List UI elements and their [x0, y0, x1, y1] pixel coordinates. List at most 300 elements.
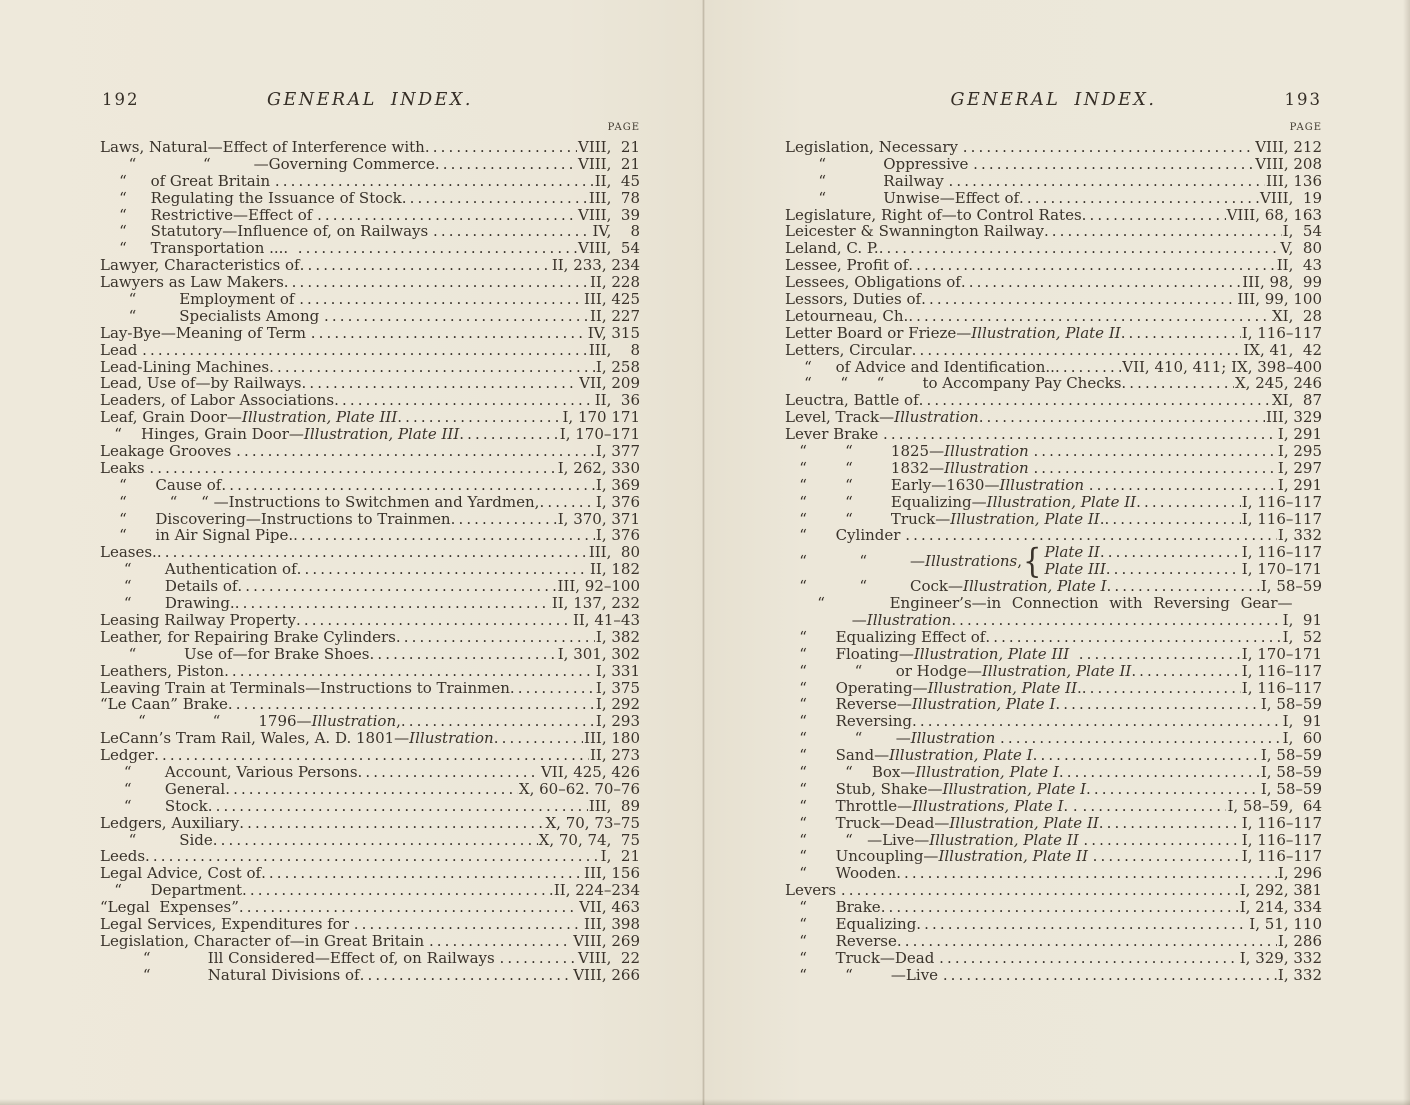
entry-label: “ in Air Signal Pipe. — [100, 526, 294, 545]
entry-label: “ Truck—Dead—Illustration, Plate II — [785, 813, 1099, 832]
dot-leader — [369, 646, 556, 663]
entry-reference: I, 258 — [595, 357, 640, 376]
entry-label: “ “ 1832—Illustration — [785, 458, 1029, 477]
entry-label: Laws, Natural—Effect of Interference with — [100, 138, 425, 156]
index-entry — [1044, 544, 1322, 561]
dot-leader — [1082, 798, 1226, 815]
dot-leader — [300, 257, 551, 274]
entry-reference: I, 170 171 — [562, 408, 640, 427]
dot-leader — [293, 527, 595, 544]
entry-label: Lessors, Duties of — [785, 290, 922, 309]
index-entry — [100, 511, 640, 528]
entry-label: “ “ or Hodge—Illustration, Plate II — [785, 661, 1132, 680]
index-entry — [100, 967, 640, 984]
dot-leader — [261, 865, 583, 882]
entry-label: Leakage Grooves — [100, 442, 237, 461]
dot-leader — [1100, 544, 1241, 561]
entry-label: “ Unwise—Effect of — [785, 188, 1020, 207]
index-entry — [785, 764, 1322, 781]
index-entry — [100, 359, 640, 376]
dot-leader — [228, 696, 595, 713]
entry-reference: VIII, 208 — [1255, 154, 1322, 173]
index-entry — [100, 646, 640, 663]
index-entry — [100, 257, 640, 274]
entry-label: Ledgers, Auxiliary — [100, 813, 240, 832]
dot-leader — [1019, 190, 1259, 207]
entry-label: Leaf, Grain Door—Illustration, Plate III — [100, 408, 398, 427]
entry-label: “ “ Equalizing—Illustration, Plate II — [785, 492, 1137, 511]
index-entry — [785, 713, 1322, 730]
entry-reference: III, 89 — [588, 796, 640, 815]
dot-leader — [297, 561, 589, 578]
dot-leader — [154, 747, 589, 764]
entry-label: “ of Advice and Identification.. — [785, 357, 1055, 376]
entry-label: “ Operating—Illustration, Plate II. — [785, 678, 1082, 697]
entry-reference: I, 116–117 — [1241, 543, 1322, 562]
entry-label: “ Restrictive—Effect of — [100, 205, 318, 224]
brace-glyph: { — [1023, 541, 1042, 581]
page-193 — [705, 0, 1410, 1105]
index-entry — [785, 443, 1322, 460]
entry-reference: I, 58–59 — [1260, 577, 1322, 596]
index-entry — [785, 223, 1322, 240]
entry-reference: I, 293 — [595, 712, 640, 731]
dot-leader — [213, 832, 538, 849]
dot-leader — [208, 798, 588, 815]
entry-reference: I, 58–59 — [1260, 779, 1322, 798]
index-entry — [785, 190, 1322, 207]
index-entry — [100, 392, 640, 409]
dot-leader — [284, 274, 589, 291]
index-entry — [100, 950, 640, 967]
entry-label: Leases. — [100, 543, 157, 562]
index-entry — [100, 933, 640, 950]
entry-label: “ “ —Governing Commerce — [100, 154, 435, 173]
dot-leader — [1093, 848, 1241, 865]
entry-reference: I, 214, 334 — [1239, 898, 1322, 917]
index-entry — [785, 460, 1322, 477]
index-entry — [785, 967, 1322, 984]
index-entry — [100, 899, 640, 916]
entry-label: Letters, Circular — [785, 340, 912, 359]
entry-reference: III, 99, 100 — [1237, 290, 1322, 309]
index-entry — [100, 815, 640, 832]
dot-leader — [239, 899, 578, 916]
dot-leader — [1000, 730, 1282, 747]
index-entry — [100, 713, 640, 730]
dot-leader — [301, 375, 578, 392]
dot-leader — [402, 190, 588, 207]
entry-label: “ Cylinder — [785, 526, 906, 545]
dot-leader — [239, 815, 544, 832]
entry-reference: V, 80 — [1280, 239, 1322, 258]
dot-leader — [1104, 511, 1240, 528]
index-entry — [100, 223, 640, 240]
dot-leader — [145, 848, 600, 865]
entry-label: “ Account, Various Persons — [100, 762, 358, 781]
entry-reference: I, 331 — [595, 661, 640, 680]
dot-leader — [1079, 646, 1241, 663]
entry-label: Lever Brake — [785, 425, 883, 444]
entry-label: Leasing Railway Property — [100, 610, 296, 629]
entry-label: “ “ —Live—Illustration, Plate II — [785, 830, 1079, 849]
entry-reference: IV, 315 — [587, 323, 640, 342]
entry-label: Legal Services, Expenditures for — [100, 914, 354, 933]
dot-leader — [951, 612, 1281, 629]
entry-reference: X, 245, 246 — [1234, 374, 1322, 393]
entry-reference: VIII, 39 — [578, 205, 640, 224]
entry-reference: VII, 410, 411; IX, 398–400 — [1122, 357, 1322, 376]
entry-reference: II, 224–234 — [553, 881, 640, 900]
dot-leader — [1136, 494, 1241, 511]
entry-label: Level, Track—Illustration — [785, 408, 979, 427]
entry-reference: II, 228 — [589, 273, 640, 292]
index-entry — [100, 527, 640, 544]
dot-leader — [1044, 223, 1282, 240]
index-entry — [785, 798, 1322, 815]
entry-label: “ Hinges, Grain Door—Illustration, Plate III — [100, 425, 460, 444]
entry-reference: I, 375 — [595, 678, 640, 697]
dot-leader — [317, 207, 577, 224]
entry-label: “ Sand—Illustration, Plate I — [785, 746, 1033, 765]
entry-label: “ Drawing. — [100, 594, 235, 613]
dot-leader — [985, 629, 1281, 646]
index-entry — [100, 781, 640, 798]
entry-label: Leicester & Swannington Railway — [785, 222, 1044, 241]
index-entry — [100, 291, 640, 308]
entry-label: “ Discovering—Instructions to Trainmen — [100, 509, 451, 528]
entry-reference: IX, 41, 42 — [1243, 340, 1322, 359]
dot-leader — [1086, 781, 1260, 798]
entry-label: Plate III — [1044, 560, 1106, 579]
entry-reference: VIII, 22 — [578, 948, 640, 967]
entry-label: Letourneau, Ch. — [785, 306, 909, 325]
dot-leader — [396, 629, 595, 646]
dot-leader — [1033, 747, 1260, 764]
index-entry — [100, 612, 640, 629]
entry-reference: XI, 87 — [1272, 391, 1322, 410]
index-entry — [100, 173, 640, 190]
index-entry — [100, 730, 640, 747]
entry-reference: I, 60 — [1282, 729, 1322, 748]
entry-label: Lawyer, Characteristics of — [100, 256, 300, 275]
dot-leader — [296, 612, 572, 629]
index-entry — [100, 477, 640, 494]
index-entry — [100, 139, 640, 156]
index-entry — [785, 308, 1322, 325]
dot-leader — [500, 950, 578, 967]
dot-leader — [235, 595, 551, 612]
index-entry — [785, 832, 1322, 849]
dot-leader — [1033, 460, 1276, 477]
index-entry — [785, 595, 1322, 612]
entry-reference: VIII, 21 — [578, 154, 640, 173]
index-entry — [100, 832, 640, 849]
entry-label: Legal Advice, Cost of — [100, 864, 262, 883]
dot-leader — [881, 899, 1239, 916]
entry-label: “ Throttle—Illustrations, Plate I. . — [785, 796, 1083, 815]
dot-leader — [1131, 663, 1240, 680]
entry-reference: I, 170–171 — [559, 425, 640, 444]
dot-leader — [1121, 375, 1234, 392]
index-entries — [785, 139, 1322, 984]
book-gutter-crease — [702, 0, 705, 1105]
index-entry — [100, 207, 640, 224]
entry-label: Leaving Train at Terminals—Instructions to Trainmen — [100, 678, 510, 697]
index-entry — [785, 933, 1322, 950]
entry-label: “Le Caan” Brake — [100, 695, 228, 714]
entry-reference: I, 295 — [1277, 442, 1322, 461]
index-entry — [785, 848, 1322, 865]
dot-leader — [1082, 680, 1241, 697]
index-entry — [785, 477, 1322, 494]
entry-label: “ “ 1796—Illustration, — [100, 712, 401, 731]
running-title: GENERAL INDEX. — [267, 90, 473, 110]
entry-label: “ Brake — [785, 898, 881, 917]
dot-leader — [1082, 207, 1226, 224]
index-entry — [100, 747, 640, 764]
index-entry — [785, 426, 1322, 443]
entry-reference: X, 60–62. 70–76 — [518, 779, 640, 798]
entry-reference: III, 136 — [1266, 171, 1322, 190]
index-entry — [785, 781, 1322, 798]
index-entry — [100, 798, 640, 815]
entry-reference: I, 291 — [1277, 475, 1322, 494]
entry-label: Leeds — [100, 847, 146, 866]
index-entry — [785, 882, 1322, 899]
index-entry — [100, 342, 640, 359]
entry-reference: I, 58–59 — [1260, 762, 1322, 781]
entry-reference: VIII, 21 — [578, 138, 640, 156]
index-entry — [785, 240, 1322, 257]
entry-reference: I, 382 — [595, 627, 640, 646]
dot-leader — [324, 308, 589, 325]
index-entry — [785, 612, 1322, 629]
entry-reference: I, 51, 110 — [1249, 914, 1322, 933]
entry-label: Leland, C. P. — [785, 239, 879, 258]
dot-leader — [433, 223, 591, 240]
entry-reference: I, 170–171 — [1241, 644, 1322, 663]
index-entry — [100, 696, 640, 713]
entry-label: “ Reversing — [785, 712, 913, 731]
entry-reference: I, 91 — [1282, 610, 1322, 629]
entry-label: Legislation, Necessary — [785, 138, 963, 156]
dot-leader — [908, 308, 1271, 325]
entry-label: Legislation, Character of—in Great Britain — [100, 931, 429, 950]
dot-leader — [149, 460, 556, 477]
dot-leader — [916, 916, 1248, 933]
entry-reference: I, 116–117 — [1241, 509, 1322, 528]
entry-reference: I, 116–117 — [1241, 323, 1322, 342]
index-entry — [100, 190, 640, 207]
index-entries — [100, 139, 640, 984]
entry-label: Legislature, Right of—to Control Rates — [785, 205, 1082, 224]
index-entry — [100, 375, 640, 392]
dot-leader — [269, 359, 595, 376]
dot-leader — [358, 764, 540, 781]
dot-leader — [242, 882, 553, 899]
dot-leader — [879, 240, 1280, 257]
entry-label: “ “ 1825—Illustration — [785, 442, 1029, 461]
dot-leader — [912, 713, 1282, 730]
index-entry — [785, 899, 1322, 916]
entry-reference: X, 70, 74, 75 — [538, 830, 640, 849]
dot-leader — [896, 865, 1277, 882]
entry-label: —Illustration — [785, 610, 952, 629]
dot-leader — [1083, 832, 1240, 849]
entry-reference: VIII, 266 — [573, 965, 640, 984]
dot-leader — [939, 950, 1239, 967]
entry-reference: I, 292 — [595, 695, 640, 714]
entry-label: Lead-Lining Machines — [100, 357, 270, 376]
entry-reference: VIII, 54 — [578, 239, 640, 258]
dot-leader — [963, 139, 1254, 156]
dot-leader — [298, 240, 577, 257]
dot-leader — [539, 494, 594, 511]
index-entry — [100, 848, 640, 865]
entry-reference: I, 116–117 — [1241, 678, 1322, 697]
entry-reference: I, 116–117 — [1241, 830, 1322, 849]
index-entry — [785, 815, 1322, 832]
entry-reference: I, 301, 302 — [557, 644, 640, 663]
entry-reference: I, 329, 332 — [1239, 948, 1322, 967]
index-entry — [785, 173, 1322, 190]
entry-label: “ Details of — [100, 577, 238, 596]
entry-reference: I, 377 — [595, 442, 640, 461]
entry-label: “ Natural Divisions of — [100, 965, 360, 984]
index-entry — [100, 629, 640, 646]
dot-leader — [1107, 578, 1260, 595]
entry-label: “ Equalizing — [785, 914, 917, 933]
entry-reference: III, 156 — [584, 864, 640, 883]
entry-reference: X, 70, 73–75 — [545, 813, 640, 832]
entry-reference: I, 116–117 — [1241, 847, 1322, 866]
dot-leader — [435, 156, 577, 173]
dot-leader — [429, 933, 572, 950]
dot-leader — [142, 342, 588, 359]
index-entry — [785, 139, 1322, 156]
entry-label: “ Truck—Dead — [785, 948, 940, 967]
dot-leader — [1055, 359, 1121, 376]
index-entry — [785, 629, 1322, 646]
entry-label: “ Cause of — [100, 475, 222, 494]
entry-label: Levers — [785, 881, 841, 900]
entry-reference: I, 332 — [1277, 526, 1322, 545]
entry-label: “ “ “ to Accompany Pay Checks — [785, 374, 1122, 393]
dot-leader — [883, 426, 1277, 443]
entry-label: “ Floating—Illustration, Plate III — [785, 644, 1070, 663]
index-entry — [100, 156, 640, 173]
entry-reference: III, 180 — [584, 729, 640, 748]
dot-leader — [1106, 561, 1241, 578]
index-entry — [785, 680, 1322, 697]
dot-leader — [912, 342, 1243, 359]
entry-reference: III, 8 — [588, 340, 640, 359]
entry-label: “ Oppressive — [785, 154, 974, 173]
entry-reference: II, 41–43 — [572, 610, 640, 629]
entry-reference: III, 92–100 — [557, 577, 640, 596]
entry-reference: I, 286 — [1277, 931, 1322, 950]
entry-label: “ Use of—for Brake Shoes — [100, 644, 370, 663]
entry-label: “ “ —Illustration — [785, 729, 996, 748]
entry-reference: I, 54 — [1282, 222, 1322, 241]
entry-label: “ Railway — [785, 171, 949, 190]
entry-reference: I, 116–117 — [1241, 813, 1322, 832]
entry-reference: I, 21 — [600, 847, 640, 866]
entry-label: LeCann’s Tram Rail, Wales, A. D. 1801—Illustration — [100, 729, 494, 748]
dot-leader — [224, 663, 595, 680]
dot-leader — [841, 882, 1239, 899]
dot-leader — [948, 173, 1265, 190]
index-entry — [785, 950, 1322, 967]
dot-leader — [334, 392, 594, 409]
index-entry — [100, 561, 640, 578]
entry-label: “ Transportation .... — [100, 239, 298, 258]
entry-label: Plate II — [1044, 543, 1100, 562]
dot-leader — [1059, 764, 1260, 781]
dot-leader — [299, 291, 583, 308]
entry-label: “ “ Box—Illustration, Plate I — [785, 762, 1059, 781]
entry-label: “ Employment of — [100, 290, 300, 309]
index-entry — [100, 916, 640, 933]
index-entry — [100, 680, 640, 697]
entry-reference: VIII, 19 — [1260, 188, 1322, 207]
entry-label: “ “ —Illustrations, — [785, 551, 1023, 570]
index-entry — [100, 240, 640, 257]
entry-reference: II, 137, 232 — [551, 594, 640, 613]
index-entry — [100, 595, 640, 612]
entry-reference: I, 58–59 — [1260, 746, 1322, 765]
index-entry — [785, 916, 1322, 933]
dot-leader — [311, 325, 587, 342]
index-entry — [100, 443, 640, 460]
running-title: GENERAL INDEX. — [950, 90, 1157, 110]
dot-leader — [973, 156, 1254, 173]
entry-label: Ledger — [100, 746, 155, 765]
entry-reference: II, 36 — [594, 391, 640, 410]
entry-label: Lay-Bye—Meaning of Term — [100, 323, 311, 342]
entry-reference: III, 329 — [1266, 408, 1322, 427]
entry-label: “ Stub, Shake—Illustration, Plate I — [785, 779, 1087, 798]
index-entry — [785, 730, 1322, 747]
entry-label: “ Wooden — [785, 864, 897, 883]
entry-reference: I, 116–117 — [1241, 492, 1322, 511]
page-edge-shadow-bottom — [0, 1099, 1410, 1105]
entry-reference: II, 182 — [589, 560, 640, 579]
entry-label: “ “ Truck—Illustration, Plate II. — [785, 509, 1105, 528]
index-entry — [785, 527, 1322, 544]
entry-label: “ of Great Britain — [100, 171, 275, 190]
index-entry — [100, 325, 640, 342]
entry-label: Lessee, Profit of — [785, 256, 909, 275]
entry-label: “ Authentication of — [100, 560, 297, 579]
index-entry — [785, 257, 1322, 274]
entry-label: “ Statutory—Influence of, on Railways — [100, 222, 433, 241]
entry-reference: II, 227 — [589, 306, 640, 325]
entry-reference: IV, 8 — [592, 222, 640, 241]
entry-reference: VIII, 68, 163 — [1226, 205, 1322, 224]
entry-label: “ Department — [100, 881, 243, 900]
entry-reference: VII, 209 — [579, 374, 640, 393]
dot-leader — [494, 730, 583, 747]
entry-label: “ Ill Considered—Effect of, on Railways — [100, 948, 500, 967]
entry-label: “ Uncoupling—Illustration, Plate II — [785, 847, 1088, 866]
entry-label: Leaks — [100, 458, 150, 477]
index-entry — [785, 541, 1322, 581]
index-entry — [785, 375, 1322, 392]
page-column-label: PAGE — [1289, 122, 1322, 133]
entry-reference: III, 98, 99 — [1242, 273, 1322, 292]
